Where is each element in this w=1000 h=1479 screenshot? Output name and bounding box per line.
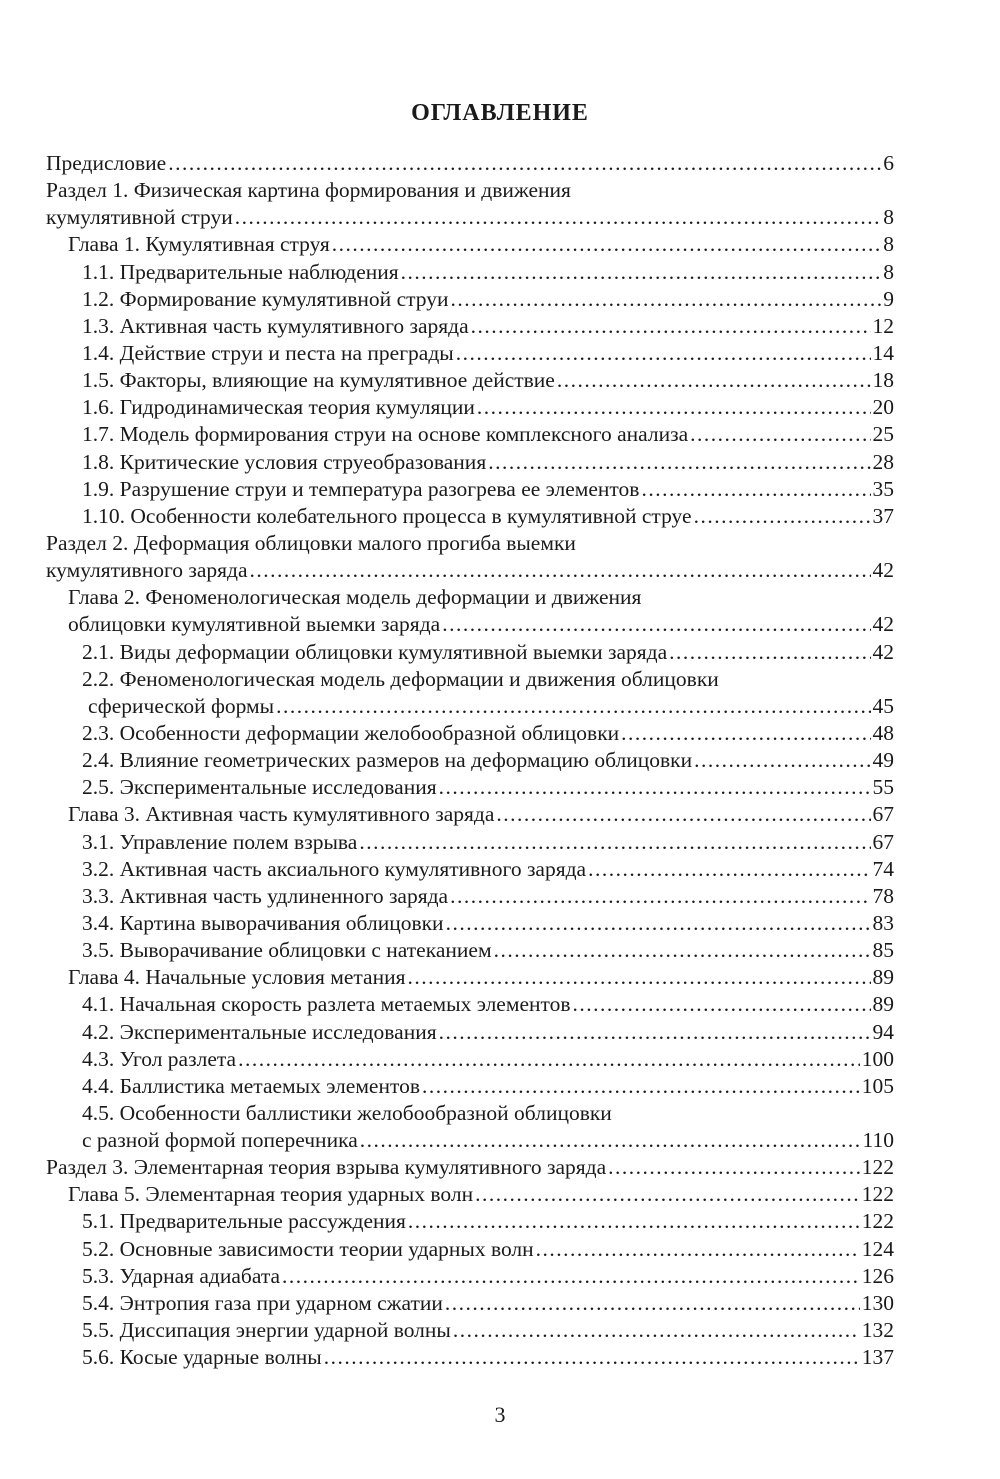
toc-entry-title: Раздел 3. Элементарная теория взрыва кумулятивного заряда bbox=[46, 1155, 607, 1180]
toc-entry-title: Глава 3. Активная часть кумулятивного заряда bbox=[68, 802, 495, 827]
toc-entry-page: 67 bbox=[872, 829, 894, 854]
toc-entry-title: облицовки кумулятивной выемки заряда bbox=[68, 612, 441, 637]
toc-dot-leader bbox=[573, 991, 871, 1018]
toc-dot-leader bbox=[488, 449, 870, 476]
toc-entry bbox=[46, 231, 894, 258]
toc-entry bbox=[46, 340, 894, 367]
toc-entry-page: 20 bbox=[872, 395, 894, 420]
toc-dot-leader bbox=[588, 856, 870, 883]
toc-dot-leader bbox=[446, 910, 871, 937]
toc-dot-leader bbox=[360, 1127, 861, 1154]
toc-dot-leader bbox=[608, 1154, 860, 1181]
toc-entry bbox=[46, 774, 894, 801]
toc-entry bbox=[46, 1100, 894, 1127]
toc-entry-title: 1.3. Активная часть кумулятивного заряда bbox=[82, 313, 469, 338]
toc-entry-page: 48 bbox=[872, 720, 894, 745]
toc-dot-leader bbox=[694, 747, 870, 774]
toc-entry-title: 4.4. Баллистика метаемых элементов bbox=[82, 1073, 420, 1098]
toc-entry-page: 42 bbox=[872, 558, 894, 583]
toc-entry bbox=[46, 666, 894, 693]
toc-entry-page: 132 bbox=[861, 1318, 894, 1343]
toc-entry bbox=[46, 449, 894, 476]
page-number: 3 bbox=[494, 1402, 506, 1427]
toc-dot-leader bbox=[456, 340, 871, 367]
toc-entry-title: 1.1. Предварительные наблюдения bbox=[82, 259, 399, 284]
toc-entry-page: 14 bbox=[872, 340, 894, 365]
toc-entry-page: 137 bbox=[861, 1345, 894, 1370]
toc-entry bbox=[46, 829, 894, 856]
toc-entry-title: 5.3. Ударная адиабата bbox=[82, 1263, 281, 1288]
toc-entry-page: 122 bbox=[861, 1182, 894, 1207]
toc-entry bbox=[46, 530, 894, 557]
toc-dot-leader bbox=[477, 394, 871, 421]
toc-entry bbox=[46, 1073, 894, 1100]
toc-dot-leader bbox=[282, 1263, 860, 1290]
toc-entry-page: 12 bbox=[872, 313, 894, 338]
toc-dot-leader bbox=[496, 801, 870, 828]
toc-entry bbox=[46, 367, 894, 394]
toc-entry-title: 3.2. Активная часть аксиального кумулятивного заряда bbox=[82, 856, 587, 881]
toc-entry-page: 126 bbox=[861, 1263, 894, 1288]
toc-entry bbox=[46, 639, 894, 666]
toc-entry-page: 8 bbox=[883, 205, 894, 230]
toc-entry-title: 5.2. Основные зависимости теории ударных волн bbox=[82, 1236, 534, 1261]
toc-entry-title: 1.10. Особенности колебательного процесса в кумулятивной струе bbox=[82, 503, 692, 528]
toc-entry-page: 35 bbox=[872, 476, 894, 501]
toc-entry-page: 25 bbox=[872, 422, 894, 447]
toc-dot-leader bbox=[250, 557, 871, 584]
toc-entry bbox=[46, 1317, 894, 1344]
toc-entry-page: 55 bbox=[872, 775, 894, 800]
toc-entry-title: с разной формой поперечника bbox=[82, 1128, 358, 1153]
toc-entry-title: 1.7. Модель формирования струи на основе комплексного анализа bbox=[82, 422, 689, 447]
toc-entry bbox=[46, 1236, 894, 1263]
toc-entry-title: 1.9. Разрушение струи и температура разогрева ее элементов bbox=[82, 476, 640, 501]
toc-dot-leader bbox=[168, 150, 881, 177]
toc-entry bbox=[46, 883, 894, 910]
toc-entry-page: 74 bbox=[872, 856, 894, 881]
toc-entry-page: 78 bbox=[872, 883, 894, 908]
toc-entry bbox=[46, 1344, 894, 1371]
toc-entry bbox=[46, 259, 894, 286]
toc-entry-title: 5.4. Энтропия газа при ударном сжатии bbox=[82, 1290, 443, 1315]
toc-entry bbox=[46, 720, 894, 747]
toc-entry-title: 2.4. Влияние геометрических размеров на деформацию облицовки bbox=[82, 748, 693, 773]
toc-entry-page: 89 bbox=[872, 992, 894, 1017]
toc-entry-title: 3.1. Управление полем взрыва bbox=[82, 829, 358, 854]
toc-entry-title: 4.5. Особенности баллистики желобообразной облицовки bbox=[82, 1100, 612, 1125]
toc-entry-title: 2.2. Феноменологическая модель деформации и движения облицовки bbox=[82, 666, 719, 691]
toc-entry bbox=[46, 801, 894, 828]
toc-entry-page: 9 bbox=[883, 286, 894, 311]
toc-dot-leader bbox=[451, 286, 882, 313]
toc-entry-title: 1.4. Действие струи и песта на преграды bbox=[82, 340, 454, 365]
toc-dot-leader bbox=[494, 937, 871, 964]
toc-entry-page: 89 bbox=[872, 965, 894, 990]
toc-dot-leader bbox=[536, 1236, 860, 1263]
toc-entry-title: 2.5. Экспериментальные исследования bbox=[82, 775, 437, 800]
toc-entry-page: 28 bbox=[872, 449, 894, 474]
toc-dot-leader bbox=[453, 1317, 860, 1344]
toc-dot-leader bbox=[694, 503, 871, 530]
toc-entry-page: 122 bbox=[861, 1209, 894, 1234]
toc-entry-page: 110 bbox=[862, 1128, 894, 1153]
toc-entry bbox=[46, 503, 894, 530]
toc-entry bbox=[46, 313, 894, 340]
toc-dot-leader bbox=[359, 829, 870, 856]
toc-entry-title: 4.3. Угол разлета bbox=[82, 1046, 237, 1071]
toc-entry bbox=[46, 1181, 894, 1208]
toc-entry bbox=[46, 421, 894, 448]
toc-entry-title: Глава 5. Элементарная теория ударных волн bbox=[68, 1182, 474, 1207]
toc-dot-leader bbox=[442, 611, 870, 638]
toc-dot-leader bbox=[439, 1019, 871, 1046]
toc-entry-page: 85 bbox=[872, 938, 894, 963]
toc-entry bbox=[46, 1208, 894, 1235]
toc-entry-page: 105 bbox=[861, 1073, 894, 1098]
toc-dot-leader bbox=[439, 774, 871, 801]
toc-entry-title: 4.1. Начальная скорость разлета метаемых элементов bbox=[82, 992, 571, 1017]
toc-entry bbox=[46, 937, 894, 964]
toc-entry-page: 6 bbox=[883, 151, 894, 175]
toc-entry-page: 130 bbox=[861, 1290, 894, 1315]
toc-entry bbox=[46, 964, 894, 991]
toc-entry bbox=[46, 856, 894, 883]
toc-entry-page: 8 bbox=[883, 232, 894, 257]
toc-dot-leader bbox=[690, 421, 870, 448]
toc-dot-leader bbox=[445, 1290, 860, 1317]
toc-entry-title: Глава 1. Кумулятивная струя bbox=[68, 232, 330, 257]
toc-entry-title: 5.5. Диссипация энергии ударной волны bbox=[82, 1318, 451, 1343]
toc-entry-page: 94 bbox=[872, 1019, 894, 1044]
toc-dot-leader bbox=[235, 204, 882, 231]
toc-entry-title: 1.6. Гидродинамическая теория кумуляции bbox=[82, 395, 475, 420]
toc-dot-leader bbox=[324, 1344, 860, 1371]
toc-entry-page: 49 bbox=[872, 748, 894, 773]
toc-entry-title: 1.8. Критические условия струеобразования bbox=[82, 449, 487, 474]
toc-entry bbox=[46, 991, 894, 1018]
toc-dot-leader bbox=[669, 639, 870, 666]
toc-entry-page: 45 bbox=[872, 693, 894, 718]
toc-entry bbox=[46, 747, 894, 774]
toc-entry bbox=[46, 150, 894, 177]
toc-entry-title: 3.3. Активная часть удлиненного заряда bbox=[82, 883, 449, 908]
toc-entry bbox=[46, 693, 894, 720]
toc-entry bbox=[46, 1019, 894, 1046]
toc-entry-title: Предисловие bbox=[46, 151, 167, 175]
toc-entry bbox=[46, 1263, 894, 1290]
toc-dot-leader bbox=[332, 231, 882, 258]
toc-dot-leader bbox=[238, 1046, 860, 1073]
toc-entry-title: сферической формы bbox=[88, 693, 275, 718]
toc-entry-page: 67 bbox=[872, 802, 894, 827]
toc-entry-title: 1.2. Формирование кумулятивной струи bbox=[82, 286, 449, 311]
toc-dot-leader bbox=[557, 367, 871, 394]
toc-entry-title: Глава 4. Начальные условия метания bbox=[68, 965, 406, 990]
toc-entry bbox=[46, 394, 894, 421]
toc-dot-leader bbox=[641, 476, 870, 503]
toc-entry-page: 100 bbox=[861, 1046, 894, 1071]
toc-dot-leader bbox=[471, 313, 871, 340]
toc-entry-page: 42 bbox=[872, 612, 894, 637]
toc-entry bbox=[46, 584, 894, 611]
toc-dot-leader bbox=[621, 720, 870, 747]
toc-entry bbox=[46, 286, 894, 313]
toc-entry-title: 5.6. Косые ударные волны bbox=[82, 1345, 322, 1370]
toc-entry bbox=[46, 476, 894, 503]
toc-entry-title: кумулятивной струи bbox=[46, 205, 233, 230]
toc-entry bbox=[46, 204, 894, 231]
toc-dot-leader bbox=[422, 1073, 860, 1100]
toc-entry-title: Раздел 2. Деформация облицовки малого прогиба выемки bbox=[46, 530, 576, 555]
toc-entry-title: Раздел 1. Физическая картина формирования и движения bbox=[46, 178, 571, 203]
toc-entry-title: 3.4. Картина выворачивания облицовки bbox=[82, 910, 444, 935]
toc-entry bbox=[46, 1154, 894, 1181]
toc-entry-title: 1.5. Факторы, влияющие на кумулятивное действие bbox=[82, 368, 555, 393]
toc-dot-leader bbox=[276, 693, 870, 720]
toc-entry-title: 2.1. Виды деформации облицовки кумулятивной выемки заряда bbox=[82, 639, 668, 664]
toc-entry bbox=[46, 557, 894, 584]
toc-entry-title: Глава 2. Феноменологическая модель деформации и движения bbox=[68, 585, 642, 610]
toc-entry-title: 3.5. Выворачивание облицовки с натеканием bbox=[82, 938, 492, 963]
toc-dot-leader bbox=[475, 1181, 860, 1208]
toc-entry bbox=[46, 611, 894, 638]
toc-entry-page: 122 bbox=[861, 1155, 894, 1180]
toc-entry-page: 42 bbox=[872, 639, 894, 664]
toc-entry-page: 18 bbox=[872, 368, 894, 393]
toc-entry bbox=[46, 1290, 894, 1317]
toc-entry-page: 8 bbox=[883, 259, 894, 284]
toc-dot-leader bbox=[450, 883, 870, 910]
toc-entry-page: 83 bbox=[872, 910, 894, 935]
page-title: ОГЛАВЛЕНИЕ bbox=[411, 100, 589, 126]
toc-entry bbox=[46, 1127, 894, 1154]
toc-dot-leader bbox=[407, 964, 870, 991]
toc-entry-title: 5.1. Предварительные рассуждения bbox=[82, 1209, 406, 1234]
toc-entry bbox=[46, 177, 894, 204]
toc-entry bbox=[46, 1046, 894, 1073]
toc-dot-leader bbox=[408, 1208, 860, 1235]
toc-entry-title: 2.3. Особенности деформации желобообразной облицовки bbox=[82, 720, 620, 745]
table-of-contents bbox=[46, 150, 894, 1371]
toc-entry-page: 124 bbox=[861, 1236, 894, 1261]
toc-dot-leader bbox=[401, 259, 882, 286]
toc-entry bbox=[46, 910, 894, 937]
toc-entry-title: 4.2. Экспериментальные исследования bbox=[82, 1019, 437, 1044]
toc-entry-title: кумулятивного заряда bbox=[46, 558, 248, 583]
toc-entry-page: 37 bbox=[872, 503, 894, 528]
